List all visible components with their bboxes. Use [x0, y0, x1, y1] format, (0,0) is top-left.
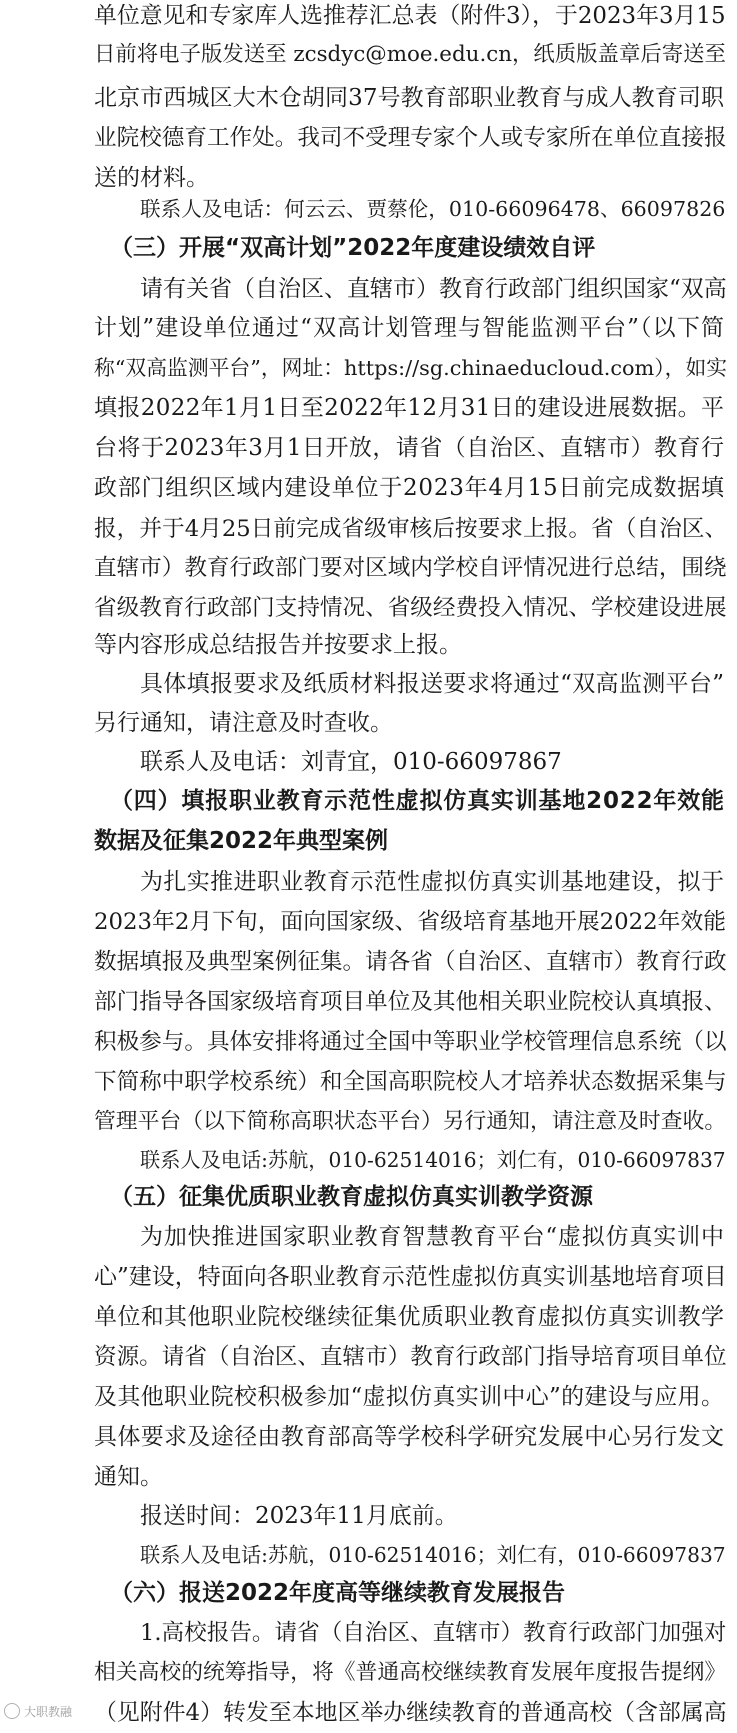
paragraph-line: 填报2022年1月1日至2022年12月31日的建设进展数据。平	[94, 395, 725, 421]
paragraph-line: 数据填报及典型案例征集。请各省（自治区、直辖市）教育行政	[94, 949, 727, 975]
paragraph-line: 为加快推进国家职业教育智慧教育平台“虚拟仿真实训中	[140, 1224, 725, 1250]
paragraph-line: 具体要求及途径由教育部高等学校科学研究发展中心另行发文	[94, 1424, 725, 1450]
section-heading-line: （四）填报职业教育示范性虚拟仿真实训基地2022年效能	[110, 788, 725, 814]
paragraph-line: 台将于2023年3月1日开放，请省（自治区、直辖市）教育行	[94, 435, 725, 461]
section-heading-line: （三）开展“双高计划”2022年度建设绩效自评	[110, 235, 596, 261]
paragraph-line: 等内容形成总结报告并按要求上报。	[94, 632, 462, 658]
paragraph-line: 报送时间：2023年11月底前。	[140, 1503, 458, 1529]
paragraph-line: 日前将电子版发送至 zcsdyc@moe.edu.cn，纸质版盖章后寄送至	[94, 42, 726, 67]
paragraph-line: 送的材料。	[94, 165, 209, 191]
paragraph-line: 北京市西城区大木仓胡同37号教育部职业教育与成人教育司职	[94, 85, 725, 111]
paragraph-line: 请有关省（自治区、直辖市）教育行政部门组织国家“双高	[140, 276, 727, 302]
paragraph-line: 2023年2月下旬，面向国家级、省级培育基地开展2022年效能	[94, 909, 727, 935]
paragraph-line: （见附件4）转发至本地区举办继续教育的普通高校（含部属高	[94, 1700, 727, 1726]
paragraph-line: 下简称中职学校系统）和全国高职院校人才培养状态数据采集与	[94, 1069, 727, 1095]
paragraph-line: 单位和其他职业院校继续征集优质职业教育虚拟仿真实训教学	[94, 1304, 725, 1330]
paragraph-line: 业院校德育工作处。我司不受理专家个人或专家所在单位直接报	[94, 125, 727, 151]
paragraph-line: 报，并于4月25日前完成省级审核后按要求上报。省（自治区、	[94, 516, 728, 542]
paragraph-line: 联系人及电话：何云云、贾蔡伦，010-66096478、66097826	[140, 197, 726, 221]
paragraph-line: 单位意见和专家库人选推荐汇总表（附件3），于2023年3月15	[94, 3, 726, 29]
paragraph-line: 积极参与。具体安排将通过全国中等职业学校管理信息系统（以	[94, 1029, 727, 1055]
watermark-text: 大职教融	[24, 1705, 73, 1719]
paragraph-line: 省级教育行政部门支持情况、省级经费投入情况、学校建设进展	[94, 595, 727, 621]
paragraph-line: 部门指导各国家级培育项目单位及其他相关职业院校认真填报、	[94, 989, 727, 1015]
section-heading-line: （六）报送2022年度高等继续教育发展报告	[110, 1580, 566, 1606]
paragraph-line: 1.高校报告。请省（自治区、直辖市）教育行政部门加强对	[140, 1620, 727, 1646]
paragraph-line: 为扎实推进职业教育示范性虚拟仿真实训基地建设，拟于	[140, 869, 725, 895]
paragraph-line: 直辖市）教育行政部门要对区域内学校自评情况进行总结，围绕	[94, 555, 727, 581]
watermark	[4, 1702, 72, 1722]
section-heading-line: （五）征集优质职业教育虚拟仿真实训教学资源	[110, 1184, 593, 1210]
paragraph-line: 另行通知，请注意及时查收。	[94, 710, 393, 736]
paragraph-line: 具体填报要求及纸质材料报送要求将通过“双高监测平台”	[140, 671, 725, 697]
paragraph-line: 资源。请省（自治区、直辖市）教育行政部门指导培育项目单位	[94, 1344, 727, 1370]
paragraph-line: 通知。	[94, 1464, 163, 1490]
paragraph-line: 及其他职业院校积极参加“虚拟仿真实训中心”的建设与应用。	[94, 1384, 725, 1410]
paragraph-line: 联系人及电话:苏航，010-62514016；刘仁有，010-66097837	[140, 1543, 726, 1567]
section-heading-line: 数据及征集2022年典型案例	[94, 828, 389, 854]
paragraph-line: 联系人及电话:苏航，010-62514016；刘仁有，010-66097837	[140, 1148, 726, 1172]
paragraph-line: 心”建设，特面向各职业教育示范性虚拟仿真实训基地培育项目	[94, 1264, 727, 1290]
paragraph-line: 管理平台（以下简称高职状态平台）另行通知，请注意及时查收。	[94, 1109, 727, 1134]
paragraph-line: 相关高校的统筹指导，将《普通高校继续教育发展年度报告提纲》	[94, 1660, 727, 1685]
paragraph-line: 称“双高监测平台”，网址：https://sg.chinaeducloud.com），如实	[94, 356, 728, 380]
watermark-logo-icon	[4, 1703, 20, 1719]
paragraph-line: 计划”建设单位通过“双高计划管理与智能监测平台”（以下简	[94, 315, 726, 341]
paragraph-line: 联系人及电话：刘青宜，010-66097867	[140, 749, 562, 775]
paragraph-line: 政部门组织区域内建设单位于2023年4月15日前完成数据填	[94, 475, 725, 501]
